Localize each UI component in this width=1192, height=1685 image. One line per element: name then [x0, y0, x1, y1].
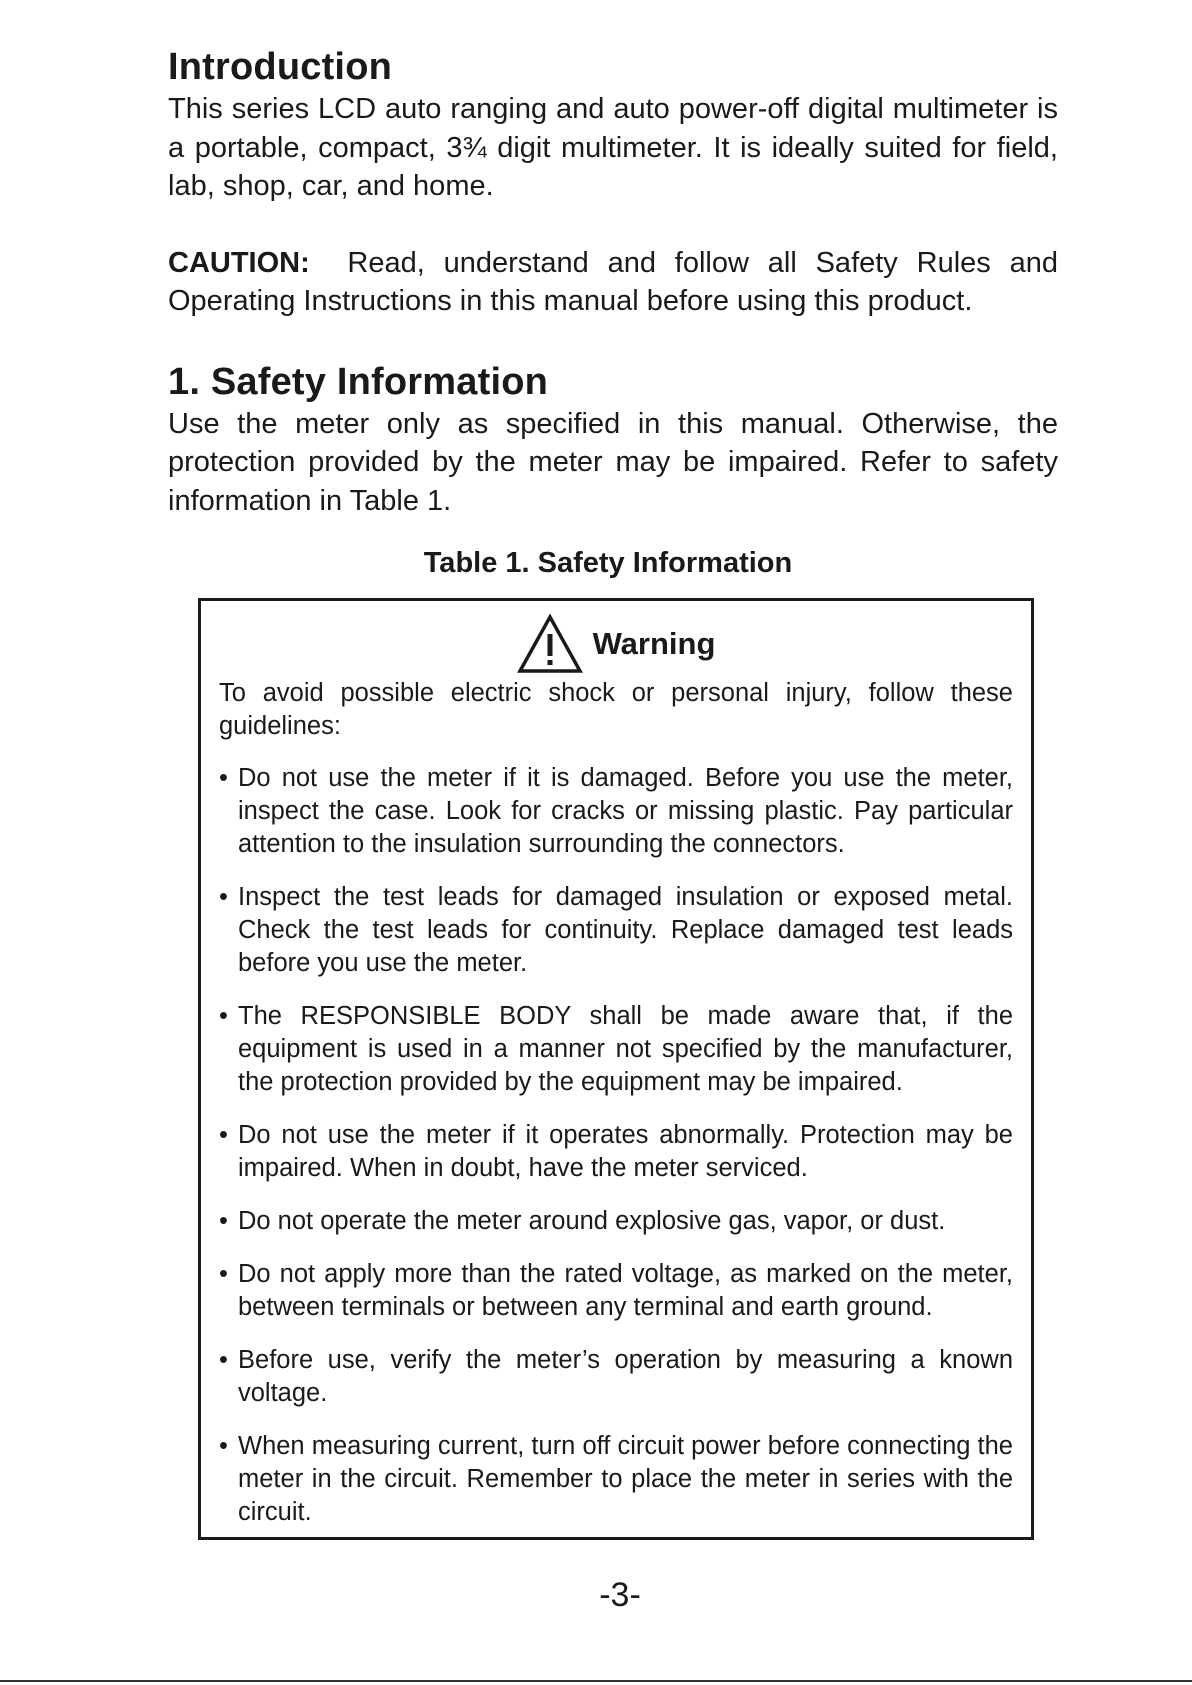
list-item-text: Do not use the meter if it operates abnormally. Protection may be impaired. When in doubt, have the meter serviced. — [238, 1121, 1013, 1182]
warning-triangle-icon — [517, 614, 583, 674]
manual-page — [168, 44, 1058, 1540]
page-number: -3- — [599, 1576, 641, 1614]
caution-text: Read, understand and follow all Safety Rules and Operating Instructions in this manual before using this product. — [168, 246, 1058, 317]
list-item — [219, 881, 1013, 980]
list-item — [219, 1000, 1013, 1099]
list-item — [219, 1119, 1013, 1185]
bullet: • — [219, 764, 228, 792]
bullet: • — [219, 1121, 228, 1149]
introduction-body: This series LCD auto ranging and auto power-off digital multimeter is a portable, compact, 3¾ digit multimeter. It is ideally suited for field, lab, shop, car, and home. — [168, 93, 1058, 202]
bottom-divider — [0, 1680, 1192, 1682]
bullet: • — [219, 1432, 228, 1460]
list-item-text: Do not apply more than the rated voltage, as marked on the meter, between terminals or between any terminal and earth ground. — [238, 1260, 1013, 1321]
bullet: • — [219, 1002, 228, 1030]
caution-paragraph — [168, 244, 1058, 321]
list-item-text: When measuring current, turn off circuit power before connecting the meter in the circuit. Remember to place the meter in series with the circuit. — [238, 1432, 1013, 1526]
warning-label: Warning — [592, 626, 716, 661]
bullet: • — [219, 1260, 228, 1288]
list-item-text: Do not use the meter if it is damaged. Before you use the meter, inspect the case. Look for cracks or missing plastic. Pay particular attention to the insulation surrounding the connectors. — [238, 764, 1013, 858]
caution-label: CAUTION: — [168, 246, 310, 279]
bullet: • — [219, 1207, 228, 1235]
list-item — [219, 762, 1013, 861]
list-item-text: Before use, verify the meter’s operation by measuring a known voltage. — [238, 1346, 1013, 1407]
table-title: Table 1. Safety Information — [423, 547, 793, 579]
bullet: • — [219, 883, 228, 911]
list-item-text: Do not operate the meter around explosive gas, vapor, or dust. — [238, 1207, 946, 1235]
bullet: • — [219, 1346, 228, 1374]
warning-header — [219, 611, 1013, 677]
safety-information-heading: 1. Safety Information — [168, 360, 549, 403]
list-item — [219, 1344, 1013, 1410]
list-item-text: Inspect the test leads for damaged insulation or exposed metal. Check the test leads for continuity. Replace damaged test leads before you use the meter. — [238, 883, 1013, 977]
guidelines-list — [219, 762, 1013, 1529]
warning-intro: To avoid possible electric shock or personal injury, follow these guidelines: — [219, 679, 1013, 740]
list-item — [219, 1430, 1013, 1529]
introduction-heading: Introduction — [168, 46, 393, 88]
list-item-text: The RESPONSIBLE BODY shall be made aware that, if the equipment is used in a manner not specified by the manufacturer, the protection provided by the equipment may be impaired. — [238, 1002, 1013, 1096]
list-item — [219, 1258, 1013, 1324]
list-item — [219, 1205, 1013, 1238]
safety-information-body: Use the meter only as specified in this manual. Otherwise, the protection provided by the meter may be impaired. Refer to safety information in Table 1. — [168, 407, 1058, 517]
safety-warning-table — [198, 598, 1034, 1540]
